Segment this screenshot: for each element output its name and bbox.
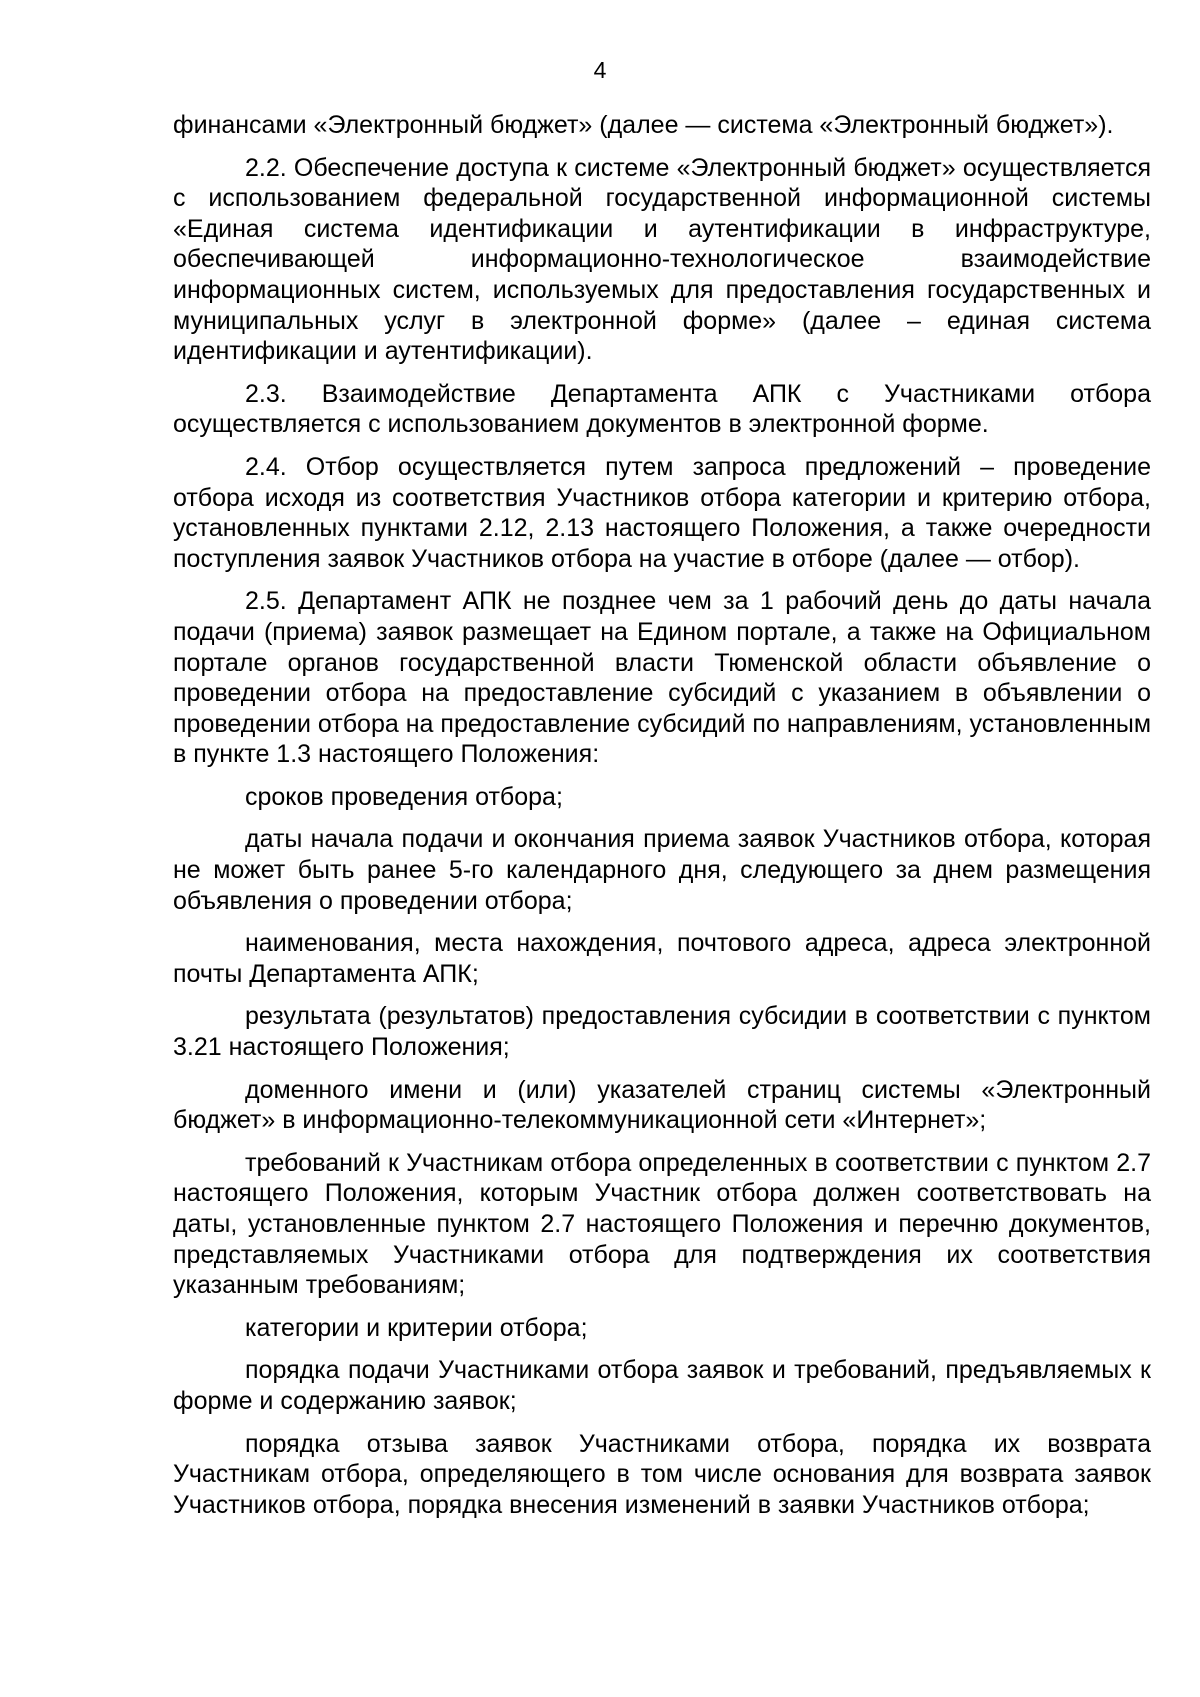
list-item-domain: доменного имени и (или) указателей страниц системы «Электронный бюджет» в информационно-телекоммуникационной сети «Интернет»; <box>173 1075 1151 1135</box>
paragraph-2-2: 2.2. Обеспечение доступа к системе «Электронный бюджет» осуществляется с использованием федеральной государственной информационной системы «Единая система идентификации и аутентификации в инфраструктуре, обеспечивающей информационно-технологическое взаимодействие информационных систем, используемых для предоставления государственных и муниципальных услуг в электронной форме» (далее – единая система идентификации и аутентификации). <box>173 153 1151 366</box>
paragraph-2-5: 2.5. Департамент АПК не позднее чем за 1 рабочий день до даты начала подачи (приема) заявок размещает на Едином портале, а также на Официальном портале органов государственной власти Тюменской области объявление о проведении отбора на предоставление субсидий с указанием в объявлении о проведении отбора на предоставление субсидий по направлениям, установленным в пункте 1.3 настоящего Положения: <box>173 587 1151 769</box>
list-item-contacts: наименования, места нахождения, почтового адреса, адреса электронной почты Департамента АПК; <box>173 929 1151 988</box>
list-item-requirements: требований к Участникам отбора определенных в соответствии с пунктом 2.7 настоящего Положения, которым Участник отбора должен соответствовать на даты, установленные пунктом 2.7 настоящего Положения и перечню документов, представляемых Участниками отбора для подтверждения их соответствия указанным требованиям; <box>173 1148 1151 1300</box>
list-item-results: результата (результатов) предоставления субсидии в соответствии с пунктом 3.21 настоящего Положения; <box>173 1002 1151 1062</box>
page-number: 4 <box>593 57 607 83</box>
list-item-withdrawal-order: порядка отзыва заявок Участниками отбора, порядка их возврата Участникам отбора, определяющего в том числе основания для возврата заявок Участников отбора, порядка внесения изменений в заявки Участников отбора; <box>173 1429 1151 1519</box>
document-body <box>173 110 1151 1532</box>
list-item-terms: сроков проведения отбора; <box>245 782 563 811</box>
list-item-categories: категории и критерии отбора; <box>245 1313 588 1342</box>
list-item-dates: даты начала подачи и окончания приема заявок Участников отбора, которая не может быть ранее 5-го календарного дня, следующего за днем размещения объявления о проведении отбора; <box>173 825 1151 915</box>
paragraph-continuation: финансами «Электронный бюджет» (далее — система «Электронный бюджет»). <box>173 111 1114 139</box>
paragraph-2-4: 2.4. Отбор осуществляется путем запроса предложений – проведение отбора исходя из соответствия Участников отбора категории и критерию отбора, установленных пунктами 2.12, 2.13 настоящего Положения, а также очередности поступления заявок Участников отбора на участие в отборе (далее — отбор). <box>173 452 1151 573</box>
paragraph-2-3: 2.3. Взаимодействие Департамента АПК с Участниками отбора осуществляется с использованием документов в электронной форме. <box>173 379 1151 439</box>
list-item-submission-order: порядка подачи Участниками отбора заявок и требований, предъявляемых к форме и содержанию заявок; <box>173 1356 1151 1415</box>
